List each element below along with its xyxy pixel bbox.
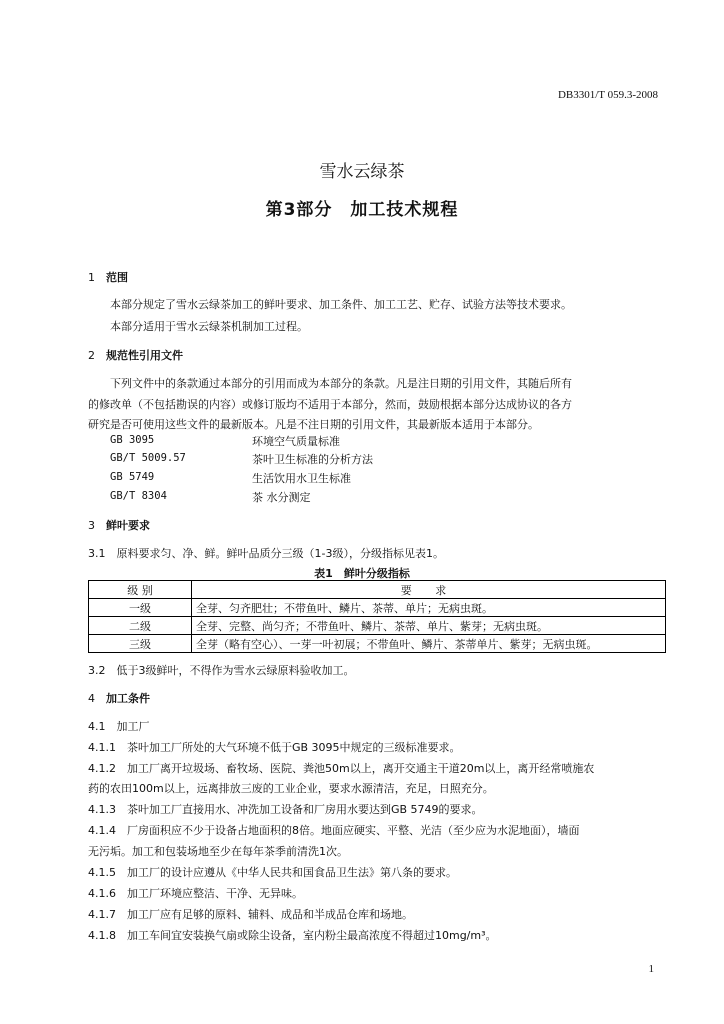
table-header-row [89, 581, 666, 599]
section-title: 加工条件 [106, 692, 150, 705]
section-1-heading [88, 269, 128, 285]
reference-code: GB/T 8304 [110, 490, 167, 502]
section-3-heading [88, 517, 150, 533]
table-cell: 三级 [89, 635, 192, 653]
section-number: 2 [88, 349, 95, 362]
table-cell: 一级 [89, 599, 192, 617]
reference-name: 茶 水分测定 [252, 491, 311, 504]
clause: 3.1 原料要求匀、净、鲜。鲜叶品质分三级（1-3级），分级指标见表1。 [88, 547, 444, 560]
reference-code: GB/T 5009.57 [110, 452, 186, 464]
table-cell: 二级 [89, 617, 192, 635]
table-row [89, 617, 666, 635]
clause-line: 4.1.2 加工厂离开垃圾场、畜牧场、医院、粪池50m以上，离开交通主干道20m以上，离开经常喷施农 [88, 762, 595, 775]
clause: 4.1 加工厂 [88, 720, 150, 733]
paragraph-line: 下列文件中的条款通过本部分的引用而成为本部分的条款。凡是注日期的引用文件，其随后所有 [110, 377, 572, 390]
clause: 4.1.5 加工厂的设计应遵从《中华人民共和国食品卫生法》第八条的要求。 [88, 866, 457, 879]
table-caption: 表1 鲜叶分级指标 [314, 567, 410, 580]
document-number: DB3301/T 059.3-2008 [557, 89, 658, 101]
paragraph-line: 研究是否可使用这些文件的最新版本。凡是不注日期的引用文件，其最新版本适用于本部分。 [88, 418, 539, 431]
document-title: 雪水云绿茶 [319, 162, 405, 182]
section-title: 规范性引用文件 [106, 349, 183, 362]
clause: 4.1.6 加工厂环境应整洁、干净、无异味。 [88, 887, 303, 900]
reference-code: GB 5749 [110, 471, 155, 483]
clause: 4.1.8 加工车间宜安装换气扇或除尘设备，室内粉尘最高浓度不得超过10mg/m³。 [88, 929, 497, 942]
table-row [89, 635, 666, 653]
clause-line: 药的农田100m以上，远离排放三废的工业企业，要求水源清洁，充足，日照充分。 [88, 782, 494, 795]
clause: 4.1.3 茶叶加工厂直接用水、冲洗加工设备和厂房用水要达到GB 5749的要求。 [88, 803, 483, 816]
section-2-heading [88, 347, 183, 363]
clause-line: 4.1.4 厂房面积应不少于设备占地面积的8倍。地面应硬实、平整、光洁（至少应为水泥地面），墙面 [88, 824, 580, 837]
section-number: 4 [88, 692, 95, 705]
paragraph: 本部分规定了雪水云绿茶加工的鲜叶要求、加工条件、加工工艺、贮存、试验方法等技术要求。 [110, 298, 572, 311]
reference-name: 环境空气质量标准 [252, 435, 340, 448]
table-cell: 全芽（略有空心）、一芽一叶初展；不带鱼叶、鳞片、茶蒂单片、紫芽；无病虫斑。 [192, 635, 666, 653]
paragraph-line: 的修改单（不包括勘误的内容）或修订版均不适用于本部分，然而，鼓励根据本部分达成协议的各方 [88, 398, 572, 411]
table-header-cell: 要 求 [192, 581, 666, 599]
reference-code: GB 3095 [110, 434, 155, 446]
table-cell: 全芽、完整、尚匀齐；不带鱼叶、鳞片、茶蒂、单片、紫芽；无病虫斑。 [192, 617, 666, 635]
section-4-heading [88, 690, 150, 706]
clause: 4.1.7 加工厂应有足够的原料、辅料、成品和半成品仓库和场地。 [88, 908, 413, 921]
paragraph: 本部分适用于雪水云绿茶机制加工过程。 [110, 320, 308, 333]
page-number: 1 [648, 963, 654, 975]
section-number: 3 [88, 519, 95, 532]
clause: 4.1.1 茶叶加工厂所处的大气环境不低于GB 3095中规定的三级标准要求。 [88, 741, 461, 754]
table-row [89, 599, 666, 617]
reference-name: 生活饮用水卫生标准 [252, 472, 351, 485]
document-subtitle: 第3部分 加工技术规程 [265, 200, 459, 220]
section-title: 鲜叶要求 [106, 519, 150, 532]
reference-name: 茶叶卫生标准的分析方法 [252, 453, 373, 466]
section-title: 范围 [106, 271, 128, 284]
table-cell: 全芽、匀齐肥壮；不带鱼叶、鳞片、茶蒂、单片；无病虫斑。 [192, 599, 666, 617]
table-header-cell: 级 别 [89, 581, 192, 599]
grade-table [88, 580, 666, 653]
clause: 3.2 低于3级鲜叶，不得作为雪水云绿原料验收加工。 [88, 664, 355, 677]
section-number: 1 [88, 271, 95, 284]
clause-line: 无污垢。加工和包装场地至少在每年茶季前清洗1次。 [88, 845, 348, 858]
